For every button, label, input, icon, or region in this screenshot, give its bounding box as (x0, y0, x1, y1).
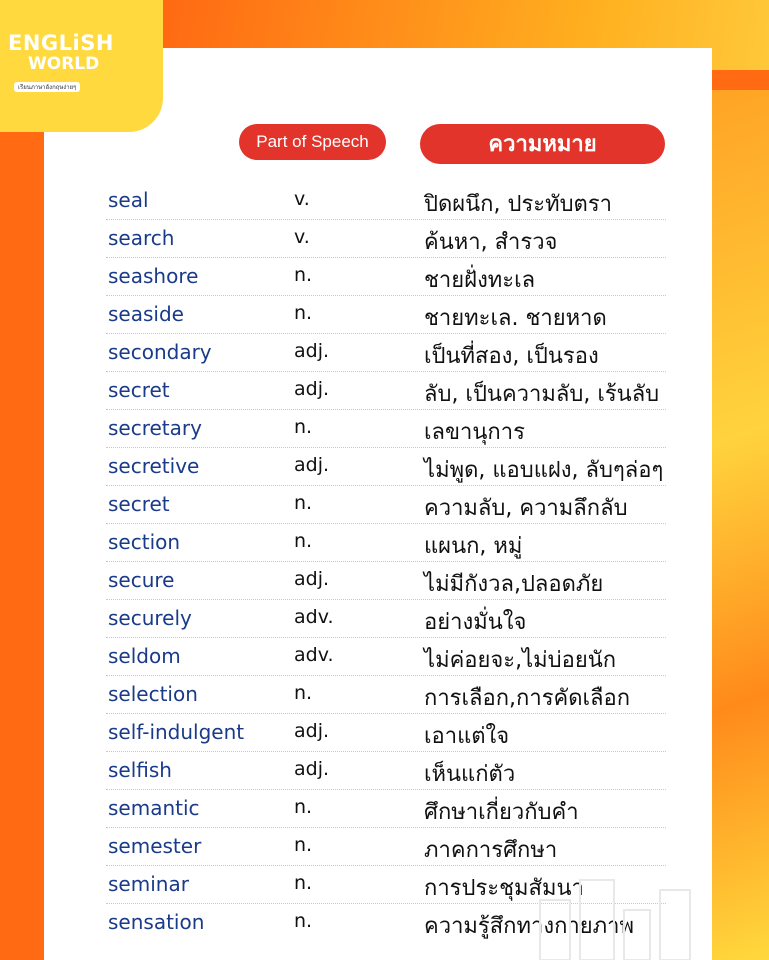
vocab-word: seldom (108, 644, 181, 668)
meaning-header: ความหมาย (420, 124, 665, 164)
vocab-word: secondary (108, 340, 212, 364)
vocab-meaning: การประชุมสัมนา (424, 876, 584, 901)
vocab-meaning: ชายฝั่งทะเล (424, 268, 536, 293)
vocab-meaning: ศึกษาเกี่ยวกับคำ (424, 800, 579, 825)
vocab-meaning: ไม่พูด, แอบแฝง, ลับๆล่อๆ (424, 458, 664, 483)
vocab-word: seal (108, 188, 149, 212)
vocab-meaning: ไม่ค่อยจะ,ไม่บ่อยนัก (424, 648, 617, 673)
vocab-word: secret (108, 378, 170, 402)
vocab-word: securely (108, 606, 192, 630)
vocab-word: semester (108, 834, 202, 858)
vocab-meaning: เห็นแก่ตัว (424, 762, 516, 787)
vocab-part-of-speech: adv. (294, 606, 334, 628)
vocab-word: sensation (108, 910, 205, 934)
vocab-part-of-speech: adj. (294, 378, 330, 400)
vocab-row (106, 676, 666, 714)
part-of-speech-header: Part of Speech (239, 124, 386, 160)
vocab-meaning: เอาแต่ใจ (424, 724, 510, 749)
vocab-meaning: ลับ, เป็นความลับ, เร้นลับ (424, 382, 660, 407)
vocab-part-of-speech: n. (294, 872, 313, 894)
vocab-word: search (108, 226, 175, 250)
vocab-meaning: ไม่มีกังวล,ปลอดภัย (424, 572, 604, 597)
vocab-part-of-speech: adj. (294, 568, 330, 590)
vocab-word: secretive (108, 454, 200, 478)
vocab-row (106, 752, 666, 790)
vocab-part-of-speech: n. (294, 416, 313, 438)
vocab-word: self-indulgent (108, 720, 245, 744)
vocab-meaning: ความรู้สึกทางกายภาพ (424, 914, 635, 939)
vocab-part-of-speech: n. (294, 302, 313, 324)
vocab-row (106, 448, 666, 486)
vocab-row (106, 296, 666, 334)
vocab-word: seashore (108, 264, 199, 288)
vocab-meaning: ชายทะเล. ชายหาด (424, 306, 607, 331)
vocab-part-of-speech: n. (294, 492, 313, 514)
vocab-meaning: อย่างมั่นใจ (424, 610, 527, 635)
logo-text-english: ENGLiSH (8, 31, 114, 55)
vocab-row (106, 220, 666, 258)
logo (8, 32, 138, 102)
vocab-meaning: เลขานุการ (424, 420, 525, 445)
vocab-row (106, 714, 666, 752)
vocab-row (106, 372, 666, 410)
vocab-row (106, 182, 666, 220)
vocab-part-of-speech: n. (294, 682, 313, 704)
vocab-row (106, 524, 666, 562)
vocab-meaning: ภาคการศึกษา (424, 838, 558, 863)
vocab-row (106, 486, 666, 524)
vocab-part-of-speech: v. (294, 226, 310, 248)
vocab-word: seminar (108, 872, 189, 896)
vocabulary-list (106, 182, 666, 942)
vocab-word: secretary (108, 416, 202, 440)
vocab-row (106, 600, 666, 638)
vocab-part-of-speech: n. (294, 264, 313, 286)
vocab-word: semantic (108, 796, 200, 820)
vocab-word: selection (108, 682, 198, 706)
vocab-meaning: ปิดผนึก, ประทับตรา (424, 192, 613, 217)
vocab-row (106, 638, 666, 676)
vocab-meaning: เป็นที่สอง, เป็นรอง (424, 344, 599, 369)
vocab-word: seaside (108, 302, 184, 326)
logo-panel (0, 0, 163, 132)
vocab-row (106, 410, 666, 448)
vocab-word: secret (108, 492, 170, 516)
vocab-meaning: การเลือก,การคัดเลือก (424, 686, 631, 711)
vocab-part-of-speech: v. (294, 188, 310, 210)
vocab-word: secure (108, 568, 175, 592)
vocab-word: selfish (108, 758, 172, 782)
vocab-row (106, 562, 666, 600)
vocab-part-of-speech: adv. (294, 644, 334, 666)
vocab-part-of-speech: adj. (294, 720, 330, 742)
logo-tagline: เรียนภาษาอังกฤษง่ายๆ (14, 82, 80, 92)
vocab-row (106, 258, 666, 296)
vocab-row (106, 790, 666, 828)
vocab-meaning: ค้นหา, สำรวจ (424, 230, 558, 255)
vocab-part-of-speech: n. (294, 530, 313, 552)
vocab-word: section (108, 530, 181, 554)
vocab-part-of-speech: adj. (294, 340, 330, 362)
vocab-part-of-speech: n. (294, 796, 313, 818)
background-right-shape (709, 90, 769, 960)
vocab-part-of-speech: adj. (294, 758, 330, 780)
vocab-meaning: ความลับ, ความลึกลับ (424, 496, 628, 521)
city-skyline-decoration (520, 860, 700, 960)
vocab-meaning: แผนก, หมู่ (424, 534, 523, 559)
vocab-row (106, 334, 666, 372)
vocab-part-of-speech: n. (294, 910, 313, 932)
vocab-part-of-speech: adj. (294, 454, 330, 476)
vocab-part-of-speech: n. (294, 834, 313, 856)
logo-text-world: WORLD (28, 54, 100, 74)
